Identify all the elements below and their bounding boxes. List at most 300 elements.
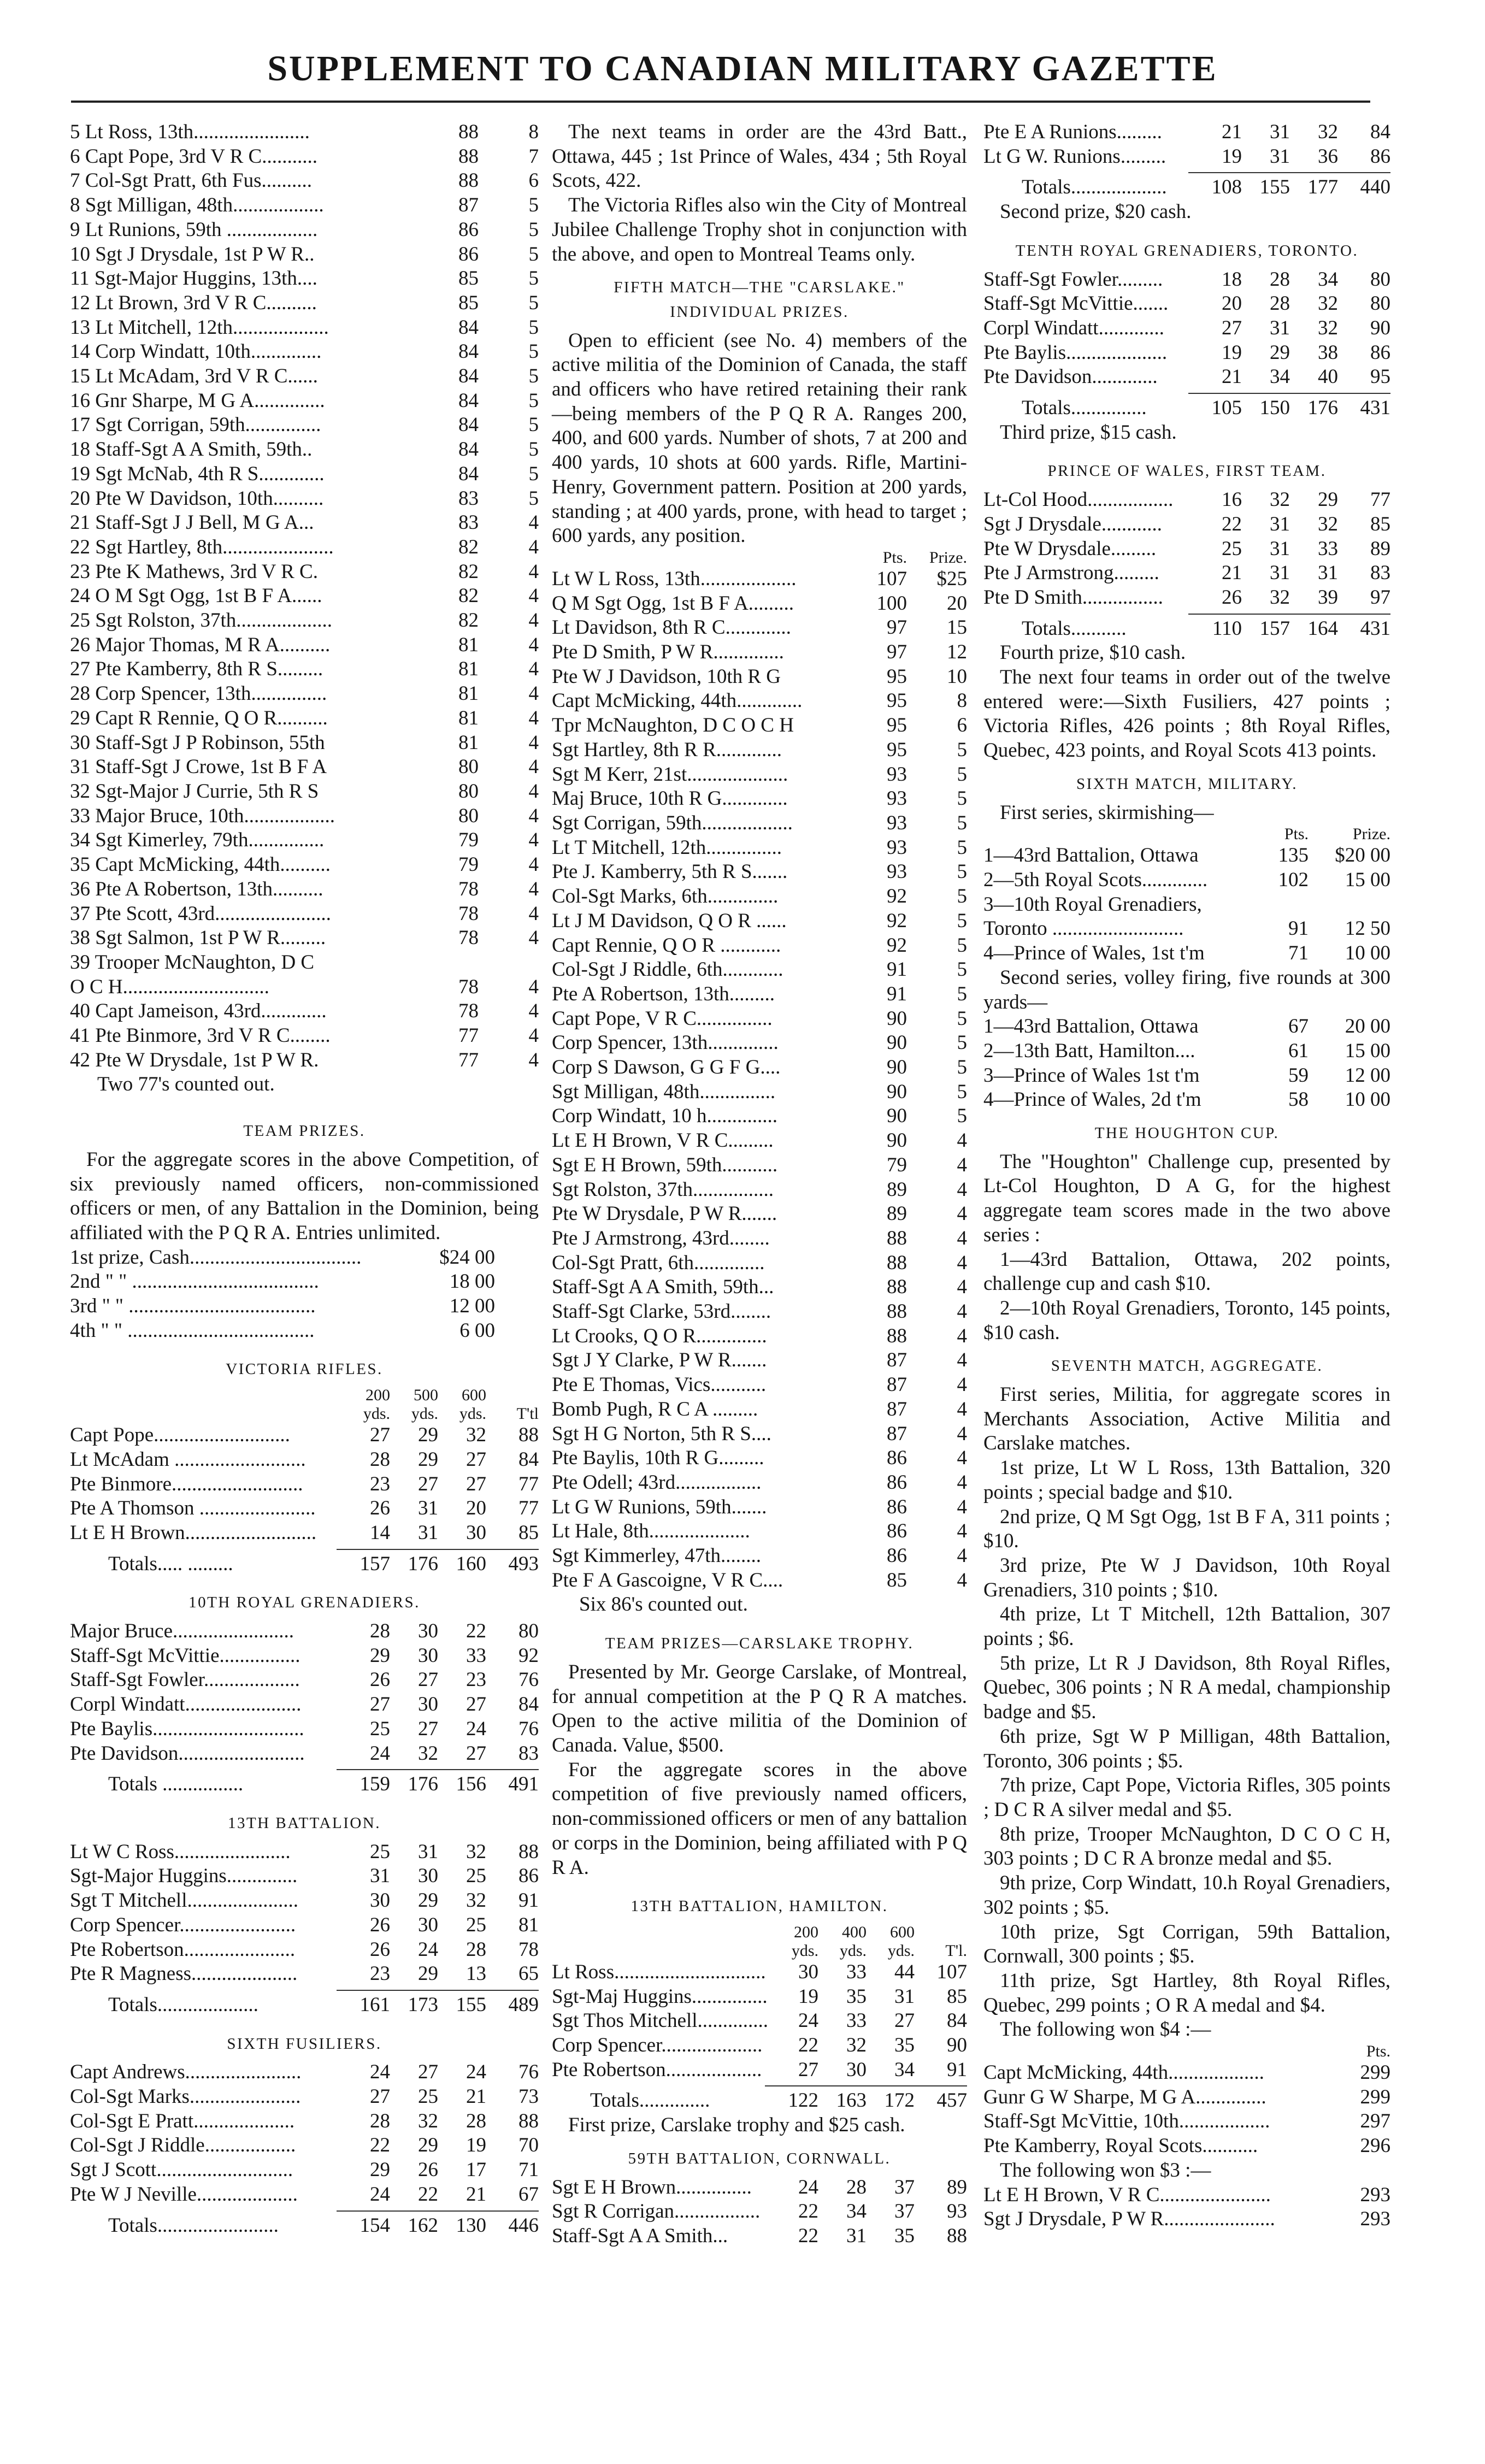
won-four-row <box>983 2061 1390 2085</box>
entry-p: 5 <box>957 1080 967 1103</box>
entry-name: 10 Sgt J Drysdale, 1st P W R.. <box>70 243 315 266</box>
entry-p: 4 <box>957 1569 967 1591</box>
competitor-name: Corp Spencer.................... <box>552 2034 763 2057</box>
score-cell: 31 <box>1270 537 1290 560</box>
score-cell: 29 <box>370 1644 390 1667</box>
tenth-toronto-prize: Third prize, $15 cash. <box>1000 421 1177 444</box>
ranking-row <box>70 413 539 438</box>
score-cell: 31 <box>370 1865 390 1888</box>
entry-s: 86 <box>887 1520 907 1543</box>
aggregate-prize-paragraph: 1st prize, Lt W L Ross, 13th Battalion, 320 points ; special badge and $10. <box>983 1457 1390 1504</box>
ranking-row <box>70 780 539 804</box>
score-cell: 31 <box>418 1497 438 1520</box>
points-column-header: Pts. <box>1284 825 1309 844</box>
entry-p: 7 <box>528 145 539 168</box>
entry-name: 3rd " " ..................................... <box>70 1295 316 1318</box>
score-cell: 89 <box>947 2176 967 2198</box>
ranking-row <box>70 193 539 218</box>
score-cell: 31 <box>1270 316 1290 339</box>
fifth-match-row <box>552 1422 967 1447</box>
houghton-first: 1—43rd Battalion, Ottawa, 202 points, challenge cup and cash $10. <box>983 1248 1390 1295</box>
score-cell: 92 <box>518 1644 539 1667</box>
entry-p: 5 <box>957 1031 967 1054</box>
prize-row <box>70 1270 495 1294</box>
score-cell: 29 <box>1270 341 1290 364</box>
totals-rule <box>337 1990 539 1991</box>
prize-column-header: Prize. <box>929 548 967 567</box>
score-cell: 24 <box>466 2061 486 2084</box>
entry-s: 78 <box>458 877 479 900</box>
score-cell: 107 <box>936 1960 967 1983</box>
thirteenth-battalion-section <box>70 1811 539 2018</box>
ranking-row <box>70 1024 539 1048</box>
table-row <box>983 365 1390 390</box>
totals-cell: 105 <box>1211 397 1242 420</box>
score-cell: 22 <box>370 2134 390 2157</box>
entry-name: 34 Sgt Kimerley, 79th............... <box>70 829 325 852</box>
fifth-match-row <box>552 1007 967 1031</box>
won-four-row <box>983 2109 1390 2134</box>
entry-p: $25 <box>936 567 967 590</box>
fifth-match-row <box>552 665 967 689</box>
won-three-intro: The following won $3 :— <box>1000 2159 1211 2182</box>
table-row <box>70 2183 539 2207</box>
competitor-name: Sgt R Corrigan................. <box>552 2200 761 2223</box>
entry-p: 8 <box>528 121 539 143</box>
cornwall-prize: Second prize, $20 cash. <box>1000 201 1192 223</box>
thirteenth-battalion-table <box>70 1840 539 2018</box>
entry-p: 5 <box>528 194 539 217</box>
entry-s: 88 <box>458 121 479 143</box>
fifth-match-row <box>552 934 967 958</box>
ranking-row <box>70 1048 539 1073</box>
entry-name: Maj Bruce, 10th R G............. <box>552 787 788 810</box>
aggregate-prize-paragraph: 9th prize, Corp Windatt, 10.h Royal Grenadiers, 302 points ; $5. <box>983 1872 1390 1919</box>
ranking-row <box>70 169 539 193</box>
entry-s: 91 <box>887 958 907 981</box>
ranking-row <box>70 926 539 951</box>
table-row <box>983 268 1390 292</box>
competitor-name: Sgt-Maj Huggins............... <box>552 1985 768 2008</box>
entry-name: Lt E H Brown, V R C......... <box>552 1129 774 1152</box>
entry-name: 40 Capt Jameison, 43rd............. <box>70 1000 327 1023</box>
entry-name: Capt Pope, V R C............... <box>552 1007 773 1030</box>
first-series-row <box>983 941 1390 966</box>
table-row <box>552 2009 967 2033</box>
totals-label: Totals........................ <box>108 2214 279 2237</box>
table-row <box>983 292 1390 316</box>
entry-p: 5 <box>957 982 967 1005</box>
entry-s: 80 <box>458 780 479 803</box>
totals-rule <box>337 1549 539 1550</box>
totals-label: Totals.................... <box>108 1993 258 2016</box>
ranking-row <box>70 951 539 975</box>
totals-cell: 164 <box>1307 617 1338 640</box>
column-1 <box>70 120 539 2238</box>
ranking-row <box>70 487 539 511</box>
entry-p: 4 <box>528 853 539 876</box>
totals-cell: 177 <box>1307 176 1338 199</box>
score-cell: 35 <box>894 2224 915 2247</box>
entry-p: 6 <box>957 714 967 737</box>
score-cell: 22 <box>418 2183 438 2206</box>
score-cell: 73 <box>518 2085 539 2108</box>
entry-name: 26 Major Thomas, M R A.......... <box>70 633 331 656</box>
won-three-list <box>983 2183 1390 2232</box>
entry-name: 15 Lt McAdam, 3rd V R C...... <box>70 365 318 388</box>
aggregate-prize-paragraph: 4th prize, Lt T Mitchell, 12th Battalion, 307 points ; $6. <box>983 1603 1390 1650</box>
entry-name: 1—43rd Battalion, Ottawa <box>983 844 1199 867</box>
prince-of-wales-table <box>983 488 1390 641</box>
totals-cell: 150 <box>1259 397 1290 420</box>
entry-name: 24 O M Sgt Ogg, 1st B F A...... <box>70 585 322 608</box>
score-cell: 39 <box>1318 586 1338 609</box>
table-row <box>70 1472 539 1497</box>
score-cell: 37 <box>894 2200 915 2223</box>
entry-name: Lt Hale, 8th.................... <box>552 1520 750 1543</box>
fifth-match-row <box>552 1495 967 1520</box>
entry-name: 9 Lt Runions, 59th .................. <box>70 218 318 241</box>
totals-cell: 130 <box>456 2214 486 2237</box>
totals-cell: 161 <box>360 1993 390 2016</box>
hamilton-prize: First prize, Carslake trophy and $25 cash. <box>568 2114 905 2137</box>
fifth-counted-out-note: Six 86's counted out. <box>579 1593 748 1616</box>
score-cell: 27 <box>466 1448 486 1471</box>
score-cell: 90 <box>947 2034 967 2057</box>
entry-name: Q M Sgt Ogg, 1st B F A......... <box>552 592 794 615</box>
table-row <box>552 1960 967 1985</box>
competitor-name: Lt Ross.............................. <box>552 1960 766 1983</box>
entry-name: Corp S Dawson, G G F G.... <box>552 1056 781 1079</box>
ranking-row <box>70 267 539 291</box>
score-cell: 44 <box>894 1960 915 1983</box>
first-series-label: First series, skirmishing— <box>1000 801 1214 824</box>
score-cell: 30 <box>846 2058 867 2081</box>
entry-s: 59 <box>1288 1064 1309 1087</box>
score-cell: 31 <box>1270 562 1290 585</box>
next-teams-text: The next teams in order are the 43rd Batt., Ottawa, 445 ; 1st Prince of Wales, 434 ; 5th Royal Scots, 422. <box>552 121 967 192</box>
totals-cell: 157 <box>1259 617 1290 640</box>
entry-s: 88 <box>458 169 479 192</box>
score-cell: 18 <box>1222 268 1242 291</box>
score-cell: 25 <box>370 1840 390 1863</box>
entry-name: 2—5th Royal Scots............. <box>983 868 1208 891</box>
won-three-row <box>983 2207 1390 2232</box>
score-cell: 19 <box>466 2134 486 2157</box>
score-cell: 26 <box>370 1938 390 1961</box>
score-cell: 28 <box>370 1448 390 1471</box>
fifth-match-row <box>552 1519 967 1544</box>
entry-p: 4 <box>528 756 539 779</box>
score-cell: 25 <box>466 1913 486 1936</box>
entry-p: 4 <box>528 780 539 803</box>
entry-p: 4 <box>528 829 539 852</box>
totals-cell: 163 <box>836 2089 867 2112</box>
score-cell: 88 <box>947 2224 967 2247</box>
table-header-units <box>552 1942 967 1960</box>
entry-s: 87 <box>887 1374 907 1396</box>
entry-name: Pte D Smith, P W R.............. <box>552 641 784 664</box>
score-cell: 25 <box>370 1717 390 1740</box>
entry-s: 84 <box>458 389 479 412</box>
score-cell: 21 <box>1222 562 1242 585</box>
score-cell: 36 <box>1318 145 1338 168</box>
score-cell: 21 <box>466 2183 486 2206</box>
score-cell: 30 <box>418 1620 438 1643</box>
entry-s: 92 <box>887 909 907 932</box>
totals-cell: 154 <box>360 2214 390 2237</box>
totals-row <box>983 175 1390 200</box>
entry-p: 4 <box>528 535 539 558</box>
score-cell: 85 <box>1370 512 1390 535</box>
header-range: 200 <box>794 1923 818 1941</box>
entry-s: 84 <box>458 316 479 339</box>
totals-cell: 440 <box>1360 176 1390 199</box>
score-cell: 29 <box>418 1962 438 1985</box>
score-cell: 21 <box>1222 121 1242 143</box>
score-cell: 16 <box>1222 488 1242 511</box>
table-row <box>70 1644 539 1669</box>
entry-p: 5 <box>528 316 539 339</box>
ranking-row <box>70 902 539 927</box>
entry-name: Corp Spencer, 13th.............. <box>552 1031 779 1054</box>
entry-s: 81 <box>458 731 479 754</box>
entry-p: 12 00 <box>1345 1064 1390 1087</box>
score-cell: 27 <box>1222 316 1242 339</box>
totals-rule <box>1188 614 1390 615</box>
entry-p: 4 <box>528 658 539 681</box>
score-cell: 24 <box>418 1938 438 1961</box>
cornwall-heading: 59TH BATTALION, CORNWALL. <box>628 2149 891 2167</box>
totals-row <box>70 1772 539 1797</box>
competitor-name: Major Bruce........................ <box>70 1620 294 1643</box>
aggregate-prize-paragraph: 5th prize, Lt R J Davidson, 8th Royal Rifles, Quebec, 306 points ; N R A medal, championship badge and $5. <box>983 1652 1390 1724</box>
entry-name: Col-Sgt Pratt, 6th.............. <box>552 1251 765 1274</box>
fifth-match-row <box>552 640 967 665</box>
score-cell: 27 <box>370 1693 390 1716</box>
ranking-row <box>70 804 539 829</box>
won-four-list <box>983 2061 1390 2159</box>
entry-p: 4 <box>528 511 539 534</box>
ranking-row <box>70 560 539 585</box>
score-cell: 91 <box>518 1889 539 1912</box>
entry-s: 82 <box>458 585 479 608</box>
score-cell: 80 <box>1370 268 1390 291</box>
entry-s: 93 <box>887 763 907 786</box>
competitor-name: Lt-Col Hood................. <box>983 488 1174 511</box>
score-cell: 32 <box>466 1889 486 1912</box>
tenth-toronto-table <box>983 268 1390 421</box>
table-row <box>70 2133 539 2158</box>
competitor-name: Lt G W. Runions......... <box>983 145 1166 168</box>
won-four-intro: The following won $4 :— <box>1000 2018 1211 2041</box>
first-series-list <box>983 844 1390 966</box>
score-cell: 28 <box>1270 292 1290 315</box>
table-row <box>70 1962 539 1986</box>
entry-p: 12 50 <box>1345 917 1390 940</box>
table-row <box>983 316 1390 341</box>
entry-s: 86 <box>458 218 479 241</box>
fifth-match-conditions: Open to efficient (see No. 4) members of the active militia of the Dominion of Canada, the staff and officers who have retired retaining their rank—being members of the P Q R A. Ranges 200, 400, and 600 yards. Number of shots, 7 at 200 and 400 yards, 10 shots at 600 yards. Rifle, Martini-Henry, Government pattern. Position at 200 yards, standing ; at 400 yards, prone, with head to target ; 600 yards, any position. <box>552 329 967 547</box>
fifth-match-row <box>552 787 967 811</box>
ranking-row <box>70 657 539 682</box>
entry-name: 16 Gnr Sharpe, M G A.............. <box>70 389 325 412</box>
team-prize-list <box>70 1246 539 1343</box>
ranking-row <box>70 706 539 731</box>
score-cell: 38 <box>1318 341 1338 364</box>
score-cell: 31 <box>1270 145 1290 168</box>
score-cell: 88 <box>518 1424 539 1447</box>
score-cell: 28 <box>1270 268 1290 291</box>
table-header-units <box>70 1405 539 1423</box>
ranking-row <box>70 609 539 633</box>
tenth-toronto-section <box>983 239 1390 445</box>
carslake-trophy-text: Presented by Mr. George Carslake, of Montreal, for annual competition at the P Q R A matches. Open to the active militia of the Dominion of Canada. Value, $500. <box>552 1660 967 1756</box>
totals-rule <box>1188 393 1390 394</box>
table-row <box>983 586 1390 610</box>
entry-name: 17 Sgt Corrigan, 59th............... <box>70 414 321 437</box>
entry-p: 4 <box>957 1129 967 1152</box>
entry-s: 80 <box>458 804 479 827</box>
sixth-fusiliers-heading: SIXTH FUSILIERS. <box>227 2035 382 2053</box>
entry-name: 4th " " ..................................... <box>70 1319 315 1342</box>
entry-p: 4 <box>528 706 539 729</box>
score-cell: 30 <box>418 1913 438 1936</box>
table-row <box>983 561 1390 586</box>
competitor-name: Staff-Sgt Fowler................... <box>70 1669 300 1691</box>
entry-name: Lt Davidson, 8th R C............. <box>552 616 791 639</box>
score-cell: 37 <box>894 2176 915 2198</box>
entry-name: 21 Staff-Sgt J J Bell, M G A... <box>70 511 314 534</box>
score-cell: 27 <box>418 1669 438 1691</box>
entry-s: 90 <box>887 1031 907 1054</box>
entry-p: 4 <box>957 1495 967 1518</box>
entry-p: 5 <box>957 909 967 932</box>
competitor-name: Pte Robertson...................... <box>70 1938 296 1961</box>
entry-p: 4 <box>957 1422 967 1445</box>
entry-p: 4 <box>957 1153 967 1176</box>
score-cell: 33 <box>1318 537 1338 560</box>
totals-rule <box>337 1769 539 1770</box>
fifth-match-row <box>552 689 967 714</box>
fifth-match-row <box>552 1398 967 1422</box>
score-cell: 76 <box>518 1669 539 1691</box>
ranking-row <box>70 243 539 267</box>
score-cell: 65 <box>518 1962 539 1985</box>
table-row <box>70 2060 539 2085</box>
score-cell: 32 <box>1270 586 1290 609</box>
score-cell: 86 <box>1370 145 1390 168</box>
score-cell: 76 <box>518 1717 539 1740</box>
entry-s: 81 <box>458 658 479 681</box>
table-row <box>70 1668 539 1693</box>
entry-s: 84 <box>458 414 479 437</box>
header-range: 200 <box>366 1386 390 1405</box>
fifth-match-row <box>552 1300 967 1324</box>
totals-cell: 122 <box>788 2089 818 2112</box>
entry-p: 5 <box>957 811 967 834</box>
entry-name: Lt J M Davidson, Q O R ...... <box>552 909 787 932</box>
entry-p: 4 <box>528 609 539 632</box>
score-cell: 30 <box>418 1693 438 1716</box>
score-cell: 24 <box>798 2009 818 2032</box>
totals-cell: 176 <box>408 1773 438 1796</box>
score-cell: 33 <box>466 1644 486 1667</box>
score-cell: 27 <box>418 2061 438 2084</box>
entry-s: 78 <box>458 1000 479 1023</box>
entry-name: 32 Sgt-Major J Currie, 5th R S <box>70 780 319 803</box>
entry-s: 100 <box>876 592 907 615</box>
entry-p: 5 <box>528 267 539 290</box>
second-series-row <box>983 1064 1390 1088</box>
header-range: 600 <box>890 1923 915 1941</box>
score-cell: 76 <box>518 2061 539 2084</box>
entry-s: 95 <box>887 738 907 761</box>
totals-cell: 160 <box>456 1552 486 1575</box>
entry-s: 79 <box>887 1153 907 1176</box>
entry-name: Capt Rennie, Q O R ............ <box>552 934 781 957</box>
score-cell: 26 <box>370 1497 390 1520</box>
table-row <box>70 1496 539 1521</box>
score-cell: 27 <box>370 1424 390 1447</box>
competitor-name: Pte A Thomson ....................... <box>70 1497 316 1520</box>
entry-s: 82 <box>458 535 479 558</box>
entry-s: 87 <box>887 1398 907 1420</box>
entry-name: 7 Col-Sgt Pratt, 6th Fus.......... <box>70 169 313 192</box>
ranking-row <box>70 828 539 853</box>
entry-p: 5 <box>957 1007 967 1030</box>
entry-p: 4 <box>957 1178 967 1201</box>
score-cell: 25 <box>1222 537 1242 560</box>
first-series-row <box>983 917 1390 941</box>
entry-s: 87 <box>458 194 479 217</box>
score-cell: 26 <box>1222 586 1242 609</box>
sixth-match-column-headers <box>983 825 1390 844</box>
carslake-trophy-heading: TEAM PRIZES—CARSLAKE TROPHY. <box>605 1635 914 1653</box>
entry-p: 5 <box>957 885 967 908</box>
entry-name: 22 Sgt Hartley, 8th...................... <box>70 535 334 558</box>
entry-s: 95 <box>887 714 907 737</box>
score-cell: 32 <box>1318 512 1338 535</box>
entry-s: 82 <box>458 609 479 632</box>
competitor-name: Capt Pope........................... <box>70 1424 290 1447</box>
fifth-match-row <box>552 738 967 763</box>
score-cell: 30 <box>370 1889 390 1912</box>
fifth-match-row <box>552 1348 967 1373</box>
seventh-match-text: First series, Militia, for aggregate scores in Merchants Association, Active Militia and Carslake matches. <box>983 1383 1390 1455</box>
entry-p: 4 <box>957 1276 967 1299</box>
entry-p: 4 <box>528 902 539 925</box>
score-cell: 32 <box>1318 292 1338 315</box>
entry-name: 29 Capt R Rennie, Q O R.......... <box>70 706 328 729</box>
entry-s: 79 <box>458 853 479 876</box>
score-cell: 32 <box>466 1840 486 1863</box>
fifth-match-row <box>552 1202 967 1227</box>
entry-s: 92 <box>887 885 907 908</box>
table-row <box>552 1985 967 2009</box>
entry-p: 4 <box>528 585 539 608</box>
entry-v: 296 <box>1360 2135 1390 2158</box>
competitor-name: Pte R Magness..................... <box>70 1962 298 1985</box>
fifth-match-row <box>552 860 967 885</box>
entry-p: 10 00 <box>1345 1088 1390 1111</box>
entry-s: 78 <box>458 927 479 950</box>
score-cell: 80 <box>518 1620 539 1643</box>
score-cell: 25 <box>466 1865 486 1888</box>
score-cell: 30 <box>466 1521 486 1544</box>
entry-p: 5 <box>528 291 539 314</box>
ranking-row <box>70 511 539 535</box>
